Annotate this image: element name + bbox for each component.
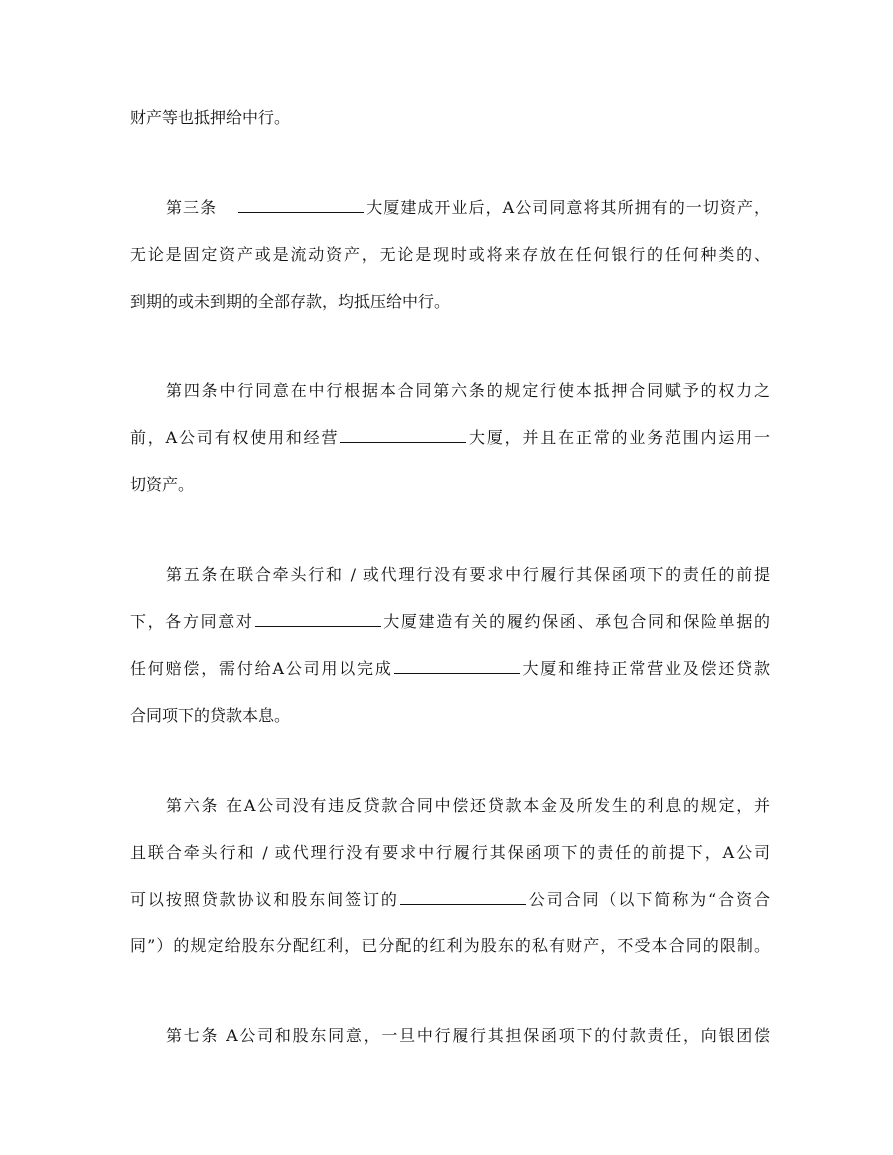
article-4-text: 前，A公司有权使用和经营 [130,428,340,447]
article-4-text: 第四条中行同意在中行根据本合同第六条的规定行使本抵押合同赋予的权力之 [166,381,770,400]
article-6-text: 可以按照贷款协议和股东间签订的 [130,890,399,909]
article-7-line-1 [130,1023,770,1049]
article-5-text: 任何赔偿，需付给A公司用以完成 [130,659,393,678]
blank-field [400,903,526,905]
article-7-text: 第七条 A公司和股东同意，一旦中行履行其担保函项下的付款责任，向银团偿 [166,1026,770,1045]
blank-field [340,441,466,443]
blank-field [394,672,520,674]
article-4-line-2 [130,425,770,451]
article-3-text: 大厦建成开业后，A公司同意将其所拥有的一切资产， [365,198,770,217]
article-5-line-4: 合同项下的贷款本息。 [130,706,291,725]
article-6-line-3 [130,887,770,913]
article-4-text: 大厦，并且在正常的业务范围内运用一 [467,428,770,447]
article-6-text: 公司合同（以下简称为“合资合 [526,890,770,909]
article-5-line-2 [130,609,770,635]
article-3-heading: 第三条 [166,198,218,217]
article-3-line-1 [130,195,770,221]
blank-field [255,625,381,627]
article-4-line-1 [130,378,770,404]
article-4-line-3: 切资产。 [130,475,195,494]
article-5-text: 第五条在联合牵头行和 / 或代理行没有要求中行履行其保函项下的责任的前提 [166,565,770,584]
article-3-line-2: 无论是固定资产或是流动资产，无论是现时或将来存放在任何银行的任何种类的、 [130,245,770,264]
continuation-line: 财产等也抵押给中行。 [130,108,291,127]
article-5-line-1 [130,562,770,588]
article-6-line-4: 同”）的规定给股东分配红利，已分配的红利为股东的私有财产，不受本合同的限制。 [130,936,770,955]
article-5-text: 下，各方同意对 [130,612,254,631]
article-5-line-3 [130,656,770,682]
article-5-text: 大厦和维持正常营业及偿还贷款 [520,659,770,678]
article-3-line-3: 到期的或未到期的全部存款，均抵压给中行。 [130,292,451,311]
article-5-text: 大厦建造有关的履约保函、承包合同和保险单据的 [381,612,770,631]
article-6-text: 第六条 在A公司没有违反贷款合同中偿还贷款本金及所发生的利息的规定，并 [166,796,770,815]
blank-field [238,211,364,213]
article-6-line-2: 且联合牵头行和 / 或代理行没有要求中行履行其保函项下的责任的前提下，A公司 [130,843,770,862]
article-6-line-1 [130,793,770,819]
